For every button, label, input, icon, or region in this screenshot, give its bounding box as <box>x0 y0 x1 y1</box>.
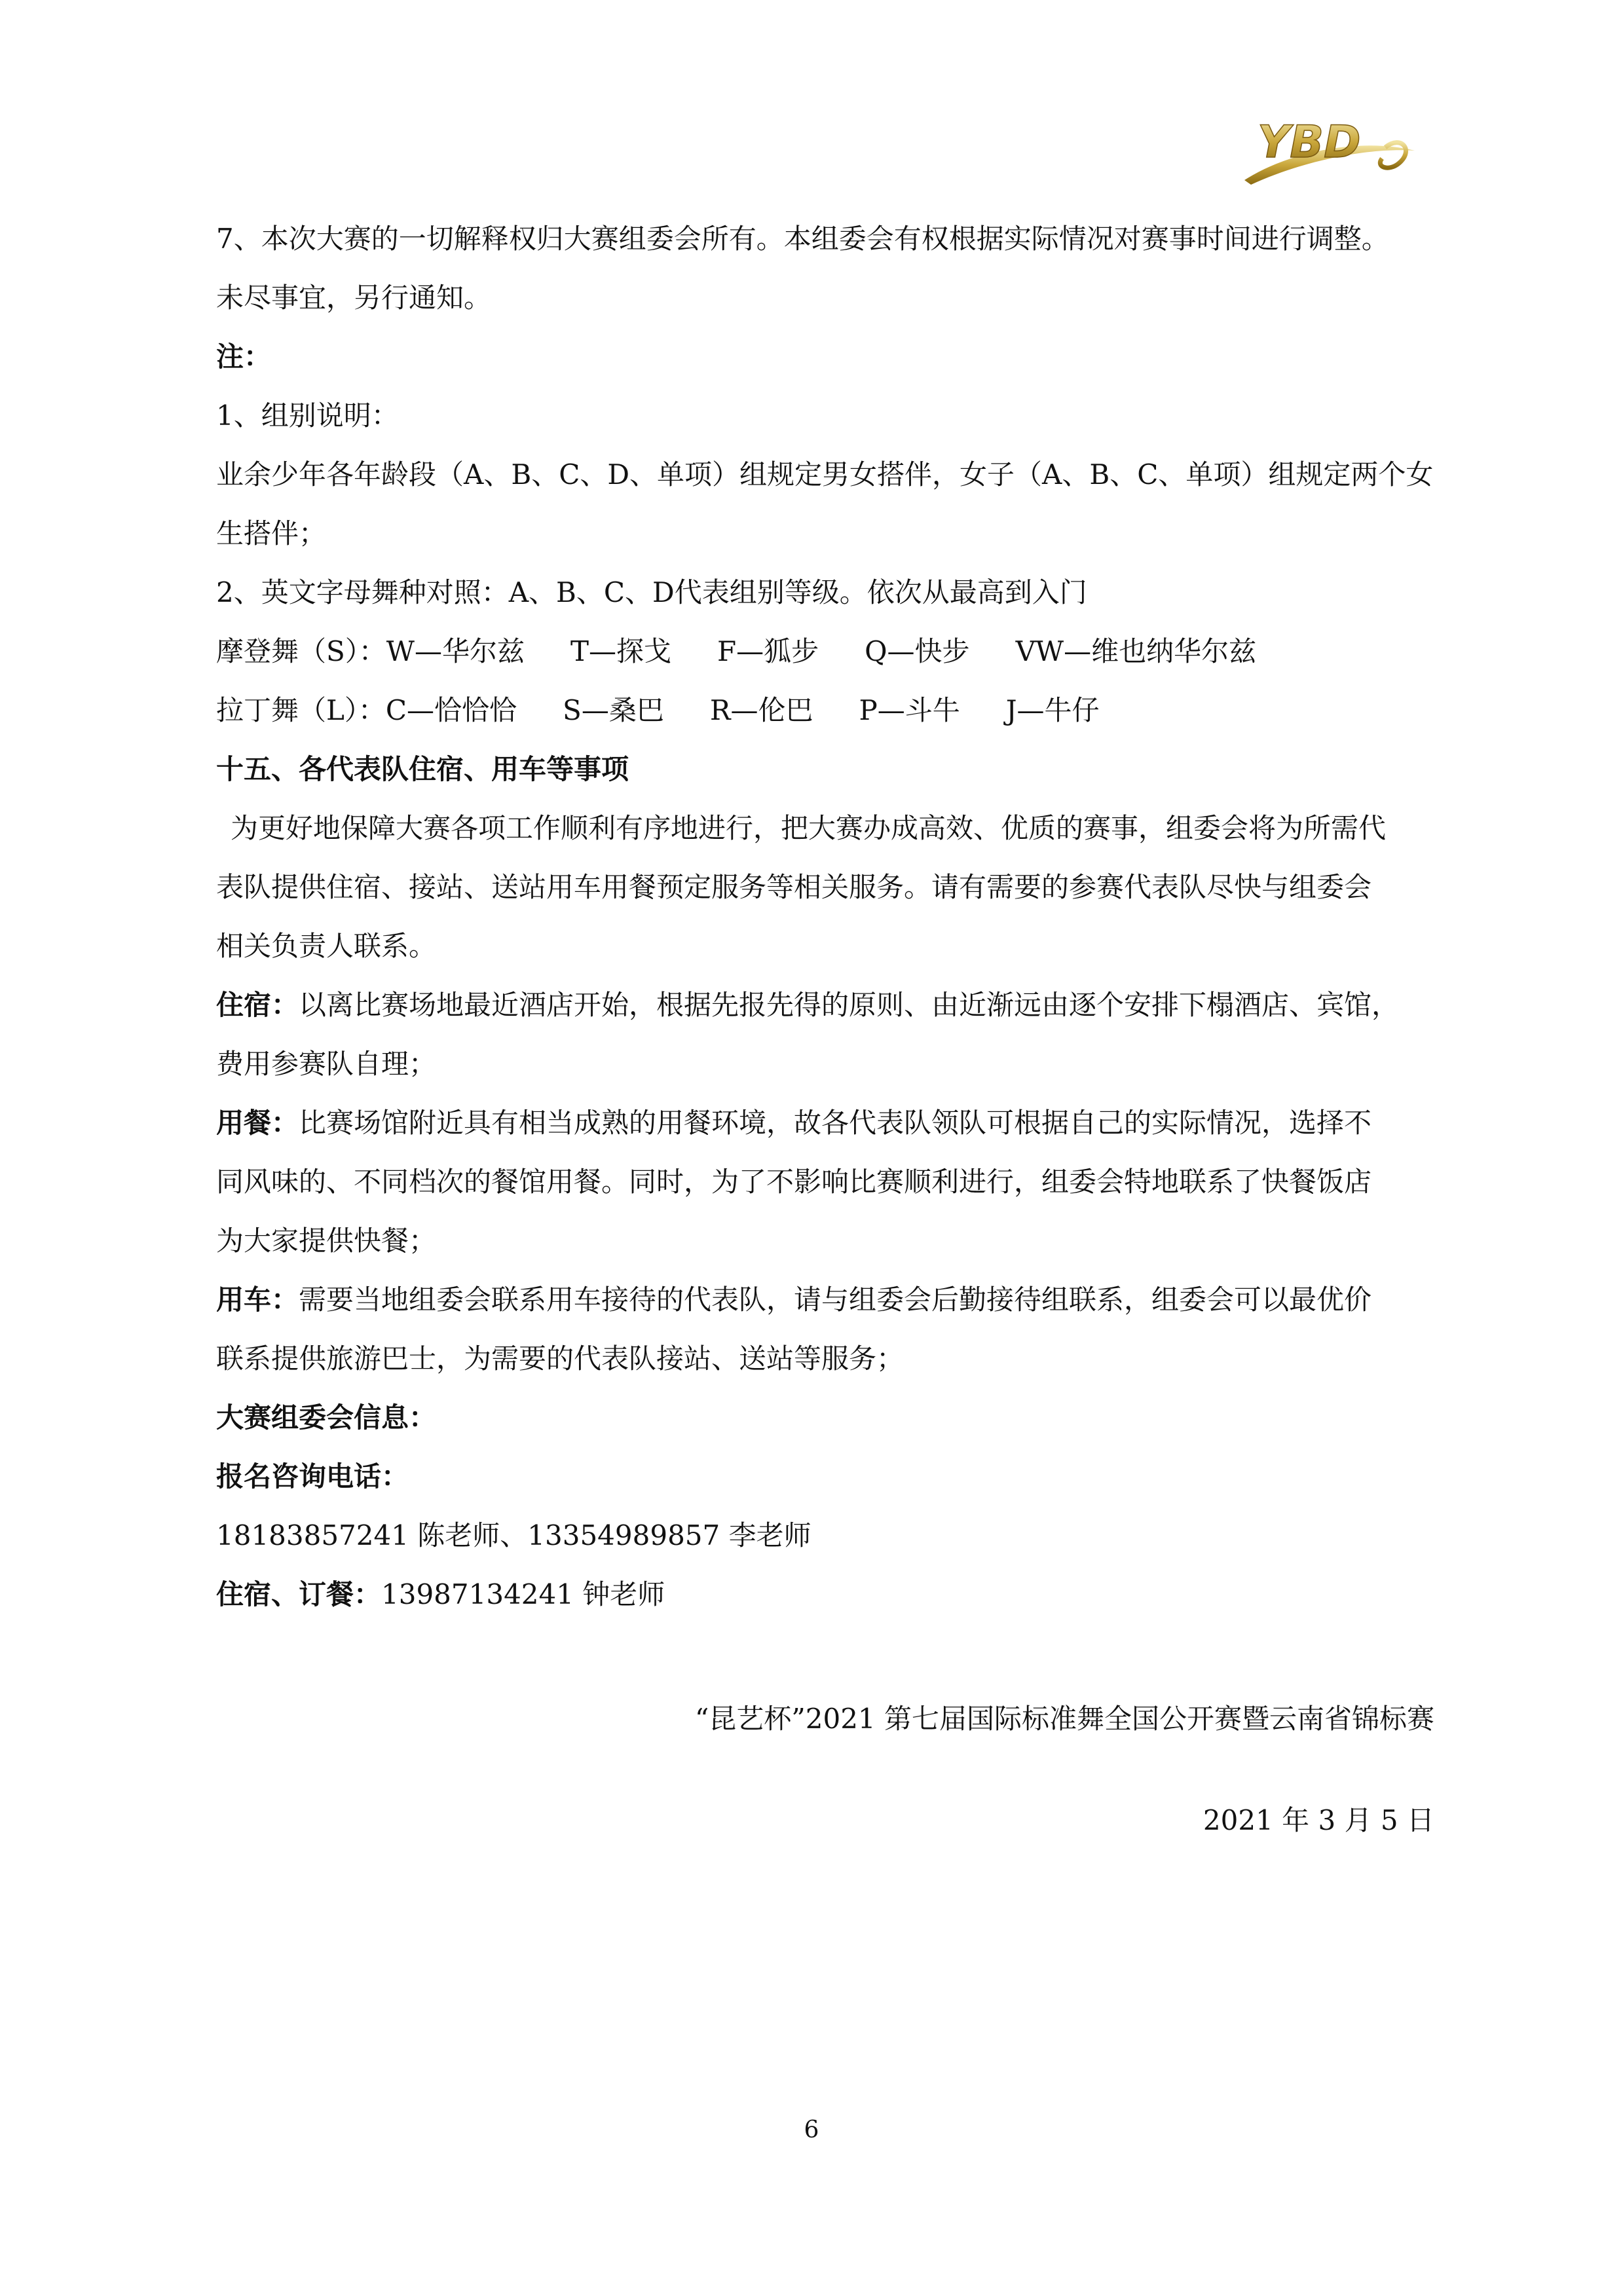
meal-line-1 <box>216 1094 1434 1153</box>
latin-item: R—伦巴 <box>709 694 813 726</box>
section-15-intro-line-1: 为更好地保障大赛各项工作顺利有序地进行，把大赛办成高效、优质的赛事，组委会将为所需代 <box>231 812 1387 844</box>
latin-item: C—恰恰恰 <box>385 694 517 726</box>
car-line-2: 联系提供旅游巴士，为需要的代表队接站、送站等服务； <box>216 1342 905 1375</box>
group-heading: 1、组别说明： <box>216 399 399 432</box>
hotel-booking-value: 13987134241 钟老师 <box>381 1578 665 1610</box>
section-15-intro-line-2: 表队提供住宿、接站、送站用车用餐预定服务等相关服务。请有需要的参赛代表队尽快与组委会 <box>216 871 1372 903</box>
hotel-booking-line <box>216 1565 1434 1624</box>
modern-label: 摩登舞（S）： <box>216 635 386 667</box>
committee-info-heading: 大赛组委会信息： <box>216 1401 437 1434</box>
signature-date: 2021 年 3 月 5 日 <box>1203 1804 1434 1836</box>
modern-item: F—狐步 <box>717 635 819 667</box>
ybd-logo <box>1231 111 1421 196</box>
latin-dance-row <box>216 681 1434 740</box>
section-15-intro-line-3: 相关负责人联系。 <box>216 930 437 962</box>
latin-item: S—桑巴 <box>563 694 664 726</box>
meal-label: 用餐： <box>216 1107 299 1139</box>
lodging-line-1 <box>216 976 1434 1035</box>
meal-line-3: 为大家提供快餐； <box>216 1225 437 1257</box>
latin-item: P—斗牛 <box>859 694 960 726</box>
registration-phone-line: 18183857241 陈老师、13354989857 李老师 <box>216 1519 811 1551</box>
modern-item: Q—快步 <box>865 635 970 667</box>
group-line-1: 业余少年各年龄段（A、B、C、D、单项）组规定男女搭伴，女子（A、B、C、单项）组规定两个女 <box>216 458 1434 491</box>
car-text: 需要当地组委会联系用车接待的代表队，请与组委会后勤接待组联系，组委会可以最优价 <box>299 1284 1372 1316</box>
meal-text: 比赛场馆附近具有相当成熟的用餐环境，故各代表队领队可根据自己的实际情况，选择不 <box>299 1107 1372 1139</box>
page-number: 6 <box>804 2117 819 2143</box>
meal-line-2: 同风味的、不同档次的餐馆用餐。同时，为了不影响比赛顺利进行，组委会特地联系了快餐饭店 <box>216 1166 1372 1198</box>
lodging-text: 以离比赛场地最近酒店开始，根据先报先得的原则、由近渐远由逐个安排下榻酒店、宾馆， <box>299 989 1400 1021</box>
car-label: 用车： <box>216 1284 299 1316</box>
section-15-title: 十五、各代表队住宿、用车等事项 <box>216 753 629 785</box>
lodging-label: 住宿： <box>216 989 299 1021</box>
car-line-1 <box>216 1270 1434 1329</box>
note-heading: 注： <box>216 341 272 373</box>
modern-item: T—探戈 <box>570 635 671 667</box>
logo-text: YBD <box>1258 117 1361 168</box>
registration-phone-heading: 报名咨询电话： <box>216 1460 409 1492</box>
latin-item: J—牛仔 <box>1005 694 1100 726</box>
modern-item: W—华尔兹 <box>386 635 525 667</box>
hotel-booking-label: 住宿、订餐： <box>216 1578 382 1610</box>
modern-dance-row <box>216 622 1434 681</box>
signature-organization: “昆艺杯”2021 第七届国际标准舞全国公开赛暨云南省锦标赛 <box>694 1703 1434 1735</box>
letters-heading: 2、英文字母舞种对照：A、B、C、D代表组别等级。依次从最高到入门 <box>216 576 1087 608</box>
lodging-line-2: 费用参赛队自理； <box>216 1048 437 1080</box>
modern-item: VW—维也纳华尔兹 <box>1015 635 1257 667</box>
latin-label: 拉丁舞（L）： <box>216 694 386 726</box>
paragraph-7-line-1: 7、本次大赛的一切解释权归大赛组委会所有。本组委会有权根据实际情况对赛事时间进行调整。 <box>216 223 1389 255</box>
paragraph-7-line-2: 未尽事宜，另行通知。 <box>216 282 492 314</box>
group-line-2: 生搭伴； <box>216 517 327 549</box>
document-body <box>216 210 1434 1624</box>
